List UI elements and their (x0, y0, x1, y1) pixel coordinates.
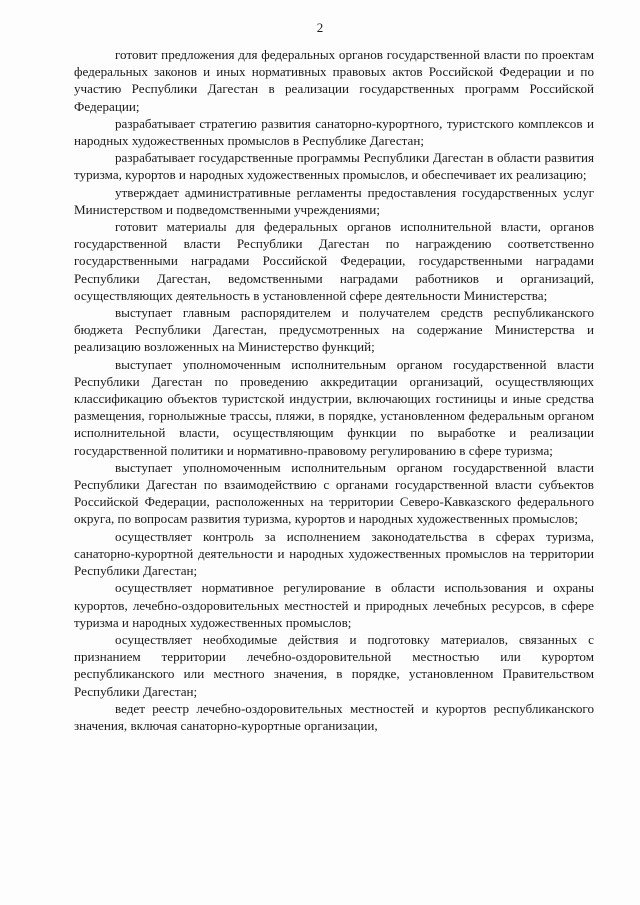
paragraph: выступает уполномоченным исполнительным органом государственной власти Республики Дагестан по взаимодействию с органами государственной власти субъектов Российской Федерации, расположенных на территории Северо-Кавказского федерального округа, по вопросам развития туризма, курортов и народных художественных промыслов; (74, 459, 594, 527)
paragraph: разрабатывает государственные программы Республики Дагестан в области развития туризма, курортов и народных художественных промыслов, и обеспечивает их реализацию; (74, 150, 594, 183)
paragraph: готовит предложения для федеральных органов государственной власти по проектам федеральных законов и иных нормативных правовых актов Российской Федерации и по участию Республики Дагестан в реализации государственных программ Российской Федерации; (74, 47, 594, 114)
paragraph: разрабатывает стратегию развития санаторно-курортного, туристского комплексов и народных художественных промыслов в Республике Дагестан; (74, 115, 594, 149)
page-number: 2 (316, 20, 324, 35)
paragraph: осуществляет контроль за исполнением законодательства в сферах туризма, санаторно-курортной деятельности и народных художественных промыслов на территории Республики Дагестан; (74, 528, 594, 579)
paragraph: выступает уполномоченным исполнительным органом государственной власти Республики Дагестан по проведению аккредитации организаций, осуществляющих классификацию объектов туристской индустрии, включающих гостиницы и иные средства размещения, горнолыжные трассы, пляжи, в порядке, установленном федеральным органом исполнительной власти, осуществляющим функции по выработке и реализации государственной политики и нормативно-правовому регулированию в сфере туризма; (74, 356, 594, 458)
paragraph: ведет реестр лечебно-оздоровительных местностей и курортов республиканского значения, включая санаторно-курортные организации, (74, 700, 594, 733)
document-body (74, 46, 594, 734)
paragraph: выступает главным распорядителем и получателем средств республиканского бюджета Республики Дагестан, предусмотренных на содержание Министерства и реализацию возложенных на Министерство функций; (74, 305, 594, 355)
paragraph: осуществляет нормативное регулирование в области использования и охраны курортов, лечебно-оздоровительных местностей и природных лечебных ресурсов, в сфере туризма и народных художественных промыслов; (74, 580, 594, 630)
paragraph: утверждает административные регламенты предоставления государственных услуг Министерством и подведомственными учреждениями; (74, 184, 594, 217)
paragraph: осуществляет необходимые действия и подготовку материалов, связанных с признанием территории лечебно-оздоровительной местностью или курортом республиканского или местного значения, в порядке, установленном Правительством Республики Дагестан; (74, 631, 594, 699)
paragraph: готовит материалы для федеральных органов исполнительной власти, органов государственной власти Республики Дагестан по награждению соответственно государственными наградами Российской Федерации, государственными наградами Республики Дагестан, ведомственными наградами работников и организаций, осуществляющих деятельность в установленной сфере деятельности Министерства; (74, 219, 594, 303)
